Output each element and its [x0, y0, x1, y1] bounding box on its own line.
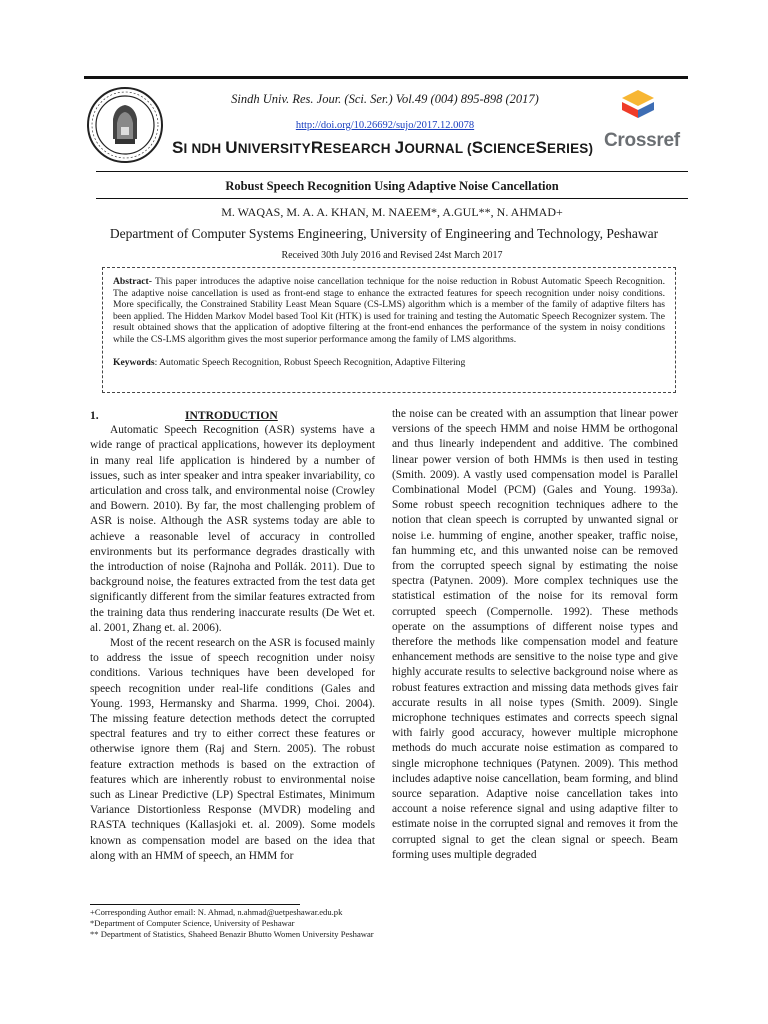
- abstract-paragraph: [113, 276, 665, 345]
- article-affiliation: Department of Computer Systems Engineering, University of Engineering and Technology, Peshawar: [109, 226, 659, 241]
- journal-name-indh: I NDH: [183, 141, 226, 156]
- keywords-label: Keywords: [113, 357, 155, 368]
- seal-icon: [85, 85, 165, 165]
- footnote-rule: [90, 904, 300, 905]
- journal-name-r: R: [310, 138, 324, 157]
- header-rule: [96, 171, 688, 172]
- crossref-top-shape: [622, 90, 654, 106]
- left-column: [90, 408, 375, 864]
- keywords-text: : Automatic Speech Recognition, Robust Speech Recognition, Adaptive Filtering: [154, 357, 466, 368]
- left-paragraph-1: Automatic Speech Recognition (ASR) systems have a wide range of practical applications, however its deployment in many real life application is hindered by a number of issues, such as inter speaker and intra speaker invariability, co articulation and cross talk, and environmental noise (Crowley and Bowern. 2010). By far, the most challenging problem of ASR is noise. Although the ASR systems today are able to achieve a reasonable level of accuracy in controlled environments but its performance degrades drastically with the introduction of noise (Rajnoha and Pollák. 2011). Due to background noise, the features extracted from the test data get significantly different from the similar features extracted from the training data thus rendering inaccurate results (De Wet et. al. 2001, Zhang et. al. 2006).: [90, 424, 375, 634]
- footnotes: [90, 907, 690, 940]
- journal-name: [172, 138, 592, 158]
- keywords-line: [113, 357, 665, 369]
- journal-citation: Sindh Univ. Res. Jour. (Sci. Ser.) Vol.49 (004) 895-898 (2017): [231, 92, 539, 106]
- doi-link[interactable]: http://doi.org/10.26692/sujo/2017.12.0078: [295, 120, 475, 131]
- section-number: 1.: [90, 409, 99, 422]
- article-authors: M. WAQAS, M. A. A. KHAN, M. NAEEM*, A.GUL**, N. AHMAD+: [221, 205, 563, 219]
- footnote-corresponding: +Corresponding Author email: N. Ahmad, n.ahmad@uetpeshawar.edu.pk: [90, 907, 343, 917]
- university-seal: [85, 85, 165, 165]
- footnote-dept-cs: *Department of Computer Science, University of Peshawar: [90, 918, 295, 928]
- journal-name-s2: S: [471, 138, 484, 157]
- journal-name-j: J: [394, 138, 405, 157]
- journal-name-niversity: NIVERSITY: [237, 141, 311, 156]
- doi-line: [180, 120, 590, 131]
- right-column: [392, 407, 678, 863]
- left-paragraph-2: Most of the recent research on the ASR is focused mainly to address the issue of speech recognition under noisy conditions. Various techniques have been developed for speech recognition under real-life conditions (Gales and Young. 1993, Hermansky and Sharma. 1999, Choi. 2004). The missing feature detection methods detect the corrupted spectral features and try to either correct these features or otherwise ignore them (Raj and Stern. 2005). The robust feature extraction methods is based on the extraction of features which are inherently robust to environmental noise such as Linear Predictive (LP) Spectral Estimates, Minimum Variance Distortionless Response (MVDR) modeling and RASTA techniques (Kallasjoki et. al. 2009). Some models known as compensation model are based on the idea that along with an HMM of speech, an HMM for: [90, 637, 375, 862]
- abstract-box: [102, 267, 676, 393]
- footnote-dept-stats: ** Department of Statistics, Shaheed Benazir Bhutto Women University Peshawar: [90, 929, 374, 939]
- journal-name-cience: CIENCE: [483, 141, 536, 156]
- right-paragraph-1: the noise can be created with an assumption that linear power versions of the speech HMM and noise HMM be orthogonal and thus linearly independent and additive. The combined linear power version of both HMMs is then used in testing (Smith. 2009). A vastly used compensation model is Parallel Combinational Model (PCM) (Gales and Young. 1993a). Some robust speech recognition techniques adhere to the notion that clean speech is corrupted by unwanted signal or noise i.e. humming of engine, another speaker, traffic noise, fan humming etc, and this unwanted noise can be removed from the corrupted speech signal by estimating the noise spectra (Patynen. 2009). More complex techniques use the statistical estimation of the noise for its removal form corrupted speech (Compernolle. 1992). These methods operate on the assumptions of different noise types and therefore the methods like compensation model and feature enhancement methods are sensitive to the noise type and give highly accurate results to selective background noise where as robust features extraction and missing data methods gives fair accurate results in all noise types (Smith. 2009). Single microphone techniques estimates and corrects speech signal with fairly good accuracy, however multiple microphone methods do much accurate noise estimation as compared to single microphone techniques (Patynen. 2009). This method includes adaptive noise cancellation, beam forming, and blind source separation. Adaptive noise cancellation takes into account a noise reference signal and using adaptive filter to estimate noise in the corrupted signal and removes it from the corrupted signal to get the clean signal or speech. Beam forming uses multiple degraded: [392, 408, 678, 861]
- article-title: Robust Speech Recognition Using Adaptive Noise Cancellation: [225, 179, 559, 193]
- journal-name-esearch: ESEARCH: [323, 141, 395, 156]
- journal-name-s3: S: [535, 138, 547, 157]
- received-date: Received 30th July 2016 and Revised 24st March 2017: [281, 250, 503, 261]
- title-rule: [96, 198, 688, 199]
- crossref-icon: [618, 88, 658, 130]
- journal-name-ournal: OURNAL (: [404, 141, 472, 156]
- section-heading: [90, 408, 375, 423]
- section-title: INTRODUCTION: [185, 409, 278, 422]
- journal-name-eries: ERIES): [547, 141, 594, 156]
- abstract-text: This paper introduces the adaptive noise cancellation technique for the noise reduction in Robust Automatic Speech Recognition. The adaptive noise cancellation is used as front-end stage to enhance the extracted features for speech recognition under noisy conditions. More specifically, the Constrained Stability Least Mean Square (CS-LMS) algorithm which is a member of the family of adaptive filters has been applied. The Hidden Markov Model based Tool Kit (HTK) is used for training and testing the Automatic Speech Recognizer system. The result obtained shows that the application of adoptive filtering at the front-end enhances the performance of the system in noisy conditions while the CS-LMS algorithm gives the most superior performance among the family of LMS algorithms.: [113, 276, 665, 345]
- top-rule: [84, 76, 688, 79]
- abstract-label: Abstract-: [113, 276, 152, 287]
- journal-name-s: S: [172, 138, 184, 157]
- journal-name-u: U: [225, 138, 238, 157]
- crossref-logo: [598, 88, 678, 154]
- crossref-label: Crossref: [604, 130, 680, 151]
